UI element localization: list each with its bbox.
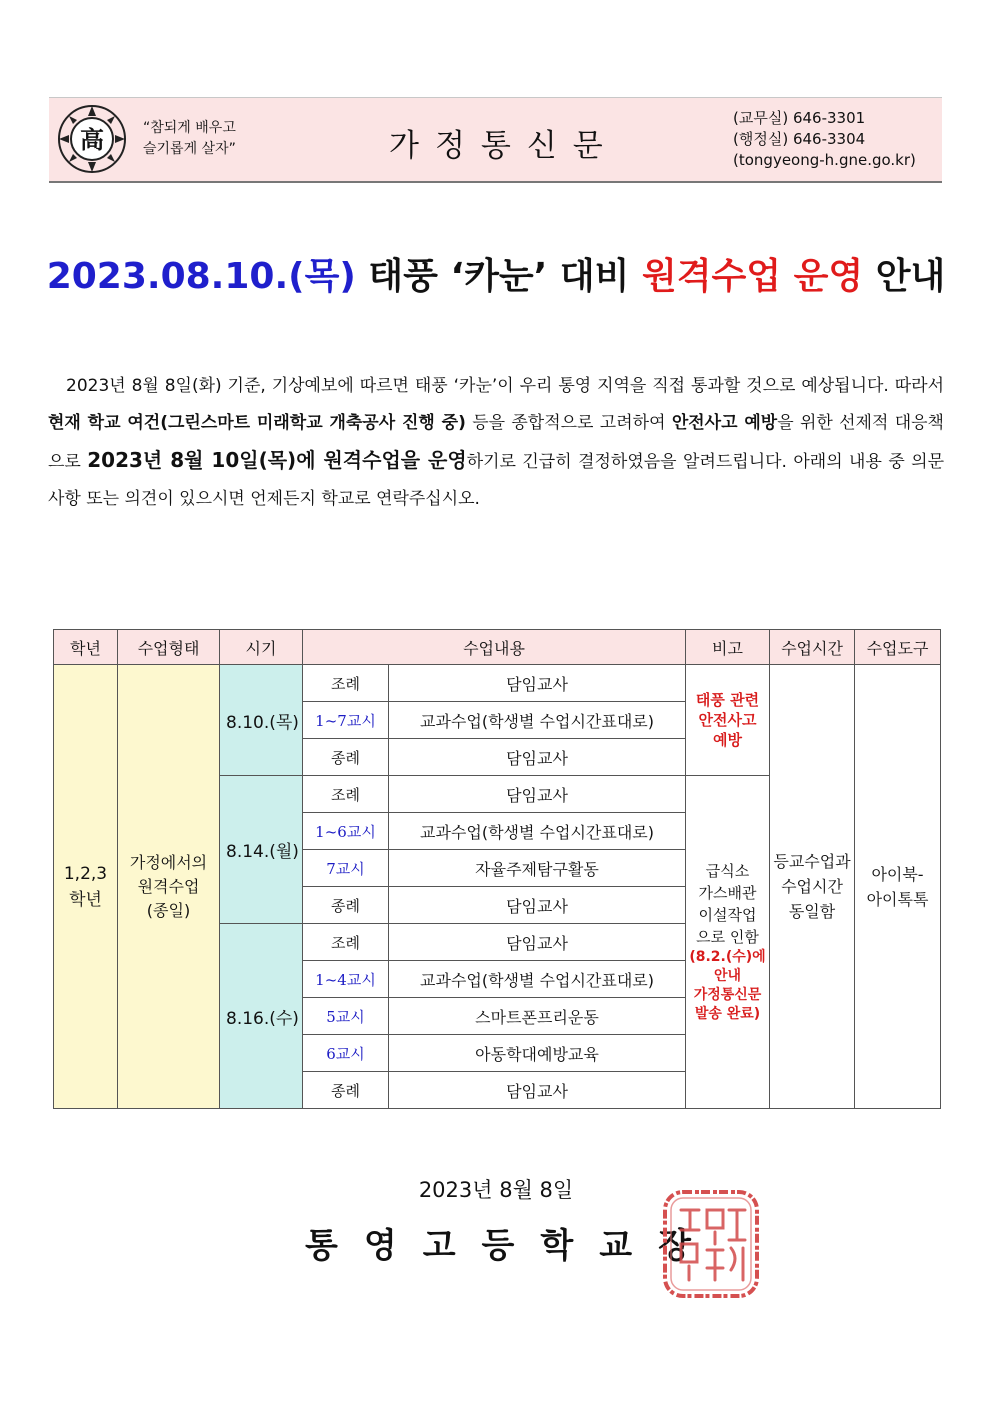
date-label: 8.14.(월) [226,842,299,862]
content-cell: 담임교사 [389,887,686,924]
time-line: 등교수업과 [773,852,851,871]
content-cell: 스마트폰프리운동 [389,998,686,1035]
bold-run: 안전사고 예방 [671,413,778,433]
note-line: 예방 [713,731,742,749]
date-cell [220,776,303,924]
content-cell: 교과수업(학생별 수업시간표대로) [389,702,686,739]
text-run: 하기로 긴급히 결정하였음을 알려드립니다. 아래의 내용 중 의문 사항 또는 의견이 있으시면 언제든지 학교로 연락주십시오. [48,452,944,509]
contact-info [733,108,916,171]
school-emblem-icon [57,104,127,174]
date-label: 8.16.(수) [226,1008,299,1029]
note-line: 급식소 [705,862,750,880]
text-run: 을 위한 선제적 대응책으로 [48,413,944,472]
content-cell: 교과수업(학생별 수업시간표대로) [389,813,686,850]
period-cell: 종례 [303,739,389,776]
period-cell: 5교시 [303,998,389,1035]
period-cell: 1~6교시 [303,813,389,850]
column-header: 수업형태 [118,630,220,665]
content-cell: 담임교사 [389,739,686,776]
note-line: 가스배관 [698,884,757,902]
page-title [0,248,992,299]
tool-line: 아이북- [871,864,924,884]
content-cell: 자율주제탐구활동 [389,850,686,887]
note-line: 발송 완료) [694,1006,761,1022]
text-run: 2023년 8월 8일(화) 기준, 기상예보에 따르면 태풍 ‘카눈’이 우리 통영 지역을 직접 통과할 것으로 예상됩니다. 따라서 [66,376,944,396]
bold-run: 현재 학교 여건(그린스마트 미래학교 개축공사 진행 중) [48,413,466,433]
note-line: 가정통신문 [693,987,762,1003]
column-header: 수업도구 [855,630,941,665]
type-line: 원격수업 [137,876,200,896]
period-cell: 종례 [303,887,389,924]
date-cell [220,665,303,776]
schedule-table [53,629,941,1109]
letter-header [49,97,942,183]
note-cell [686,776,770,1109]
content-cell: 담임교사 [389,1072,686,1109]
content-cell: 교과수업(학생별 수업시간표대로) [389,961,686,998]
period-cell: 조례 [303,665,389,702]
notice-paragraph [48,368,944,518]
time-line: 수업시간 [781,877,843,896]
period-cell: 7교시 [303,850,389,887]
date-label: 8.10.(목) [226,712,299,733]
column-header: 비고 [686,630,770,665]
note-line: (8.2.(수)에 [689,949,766,965]
content-cell: 아동학대예방교육 [389,1035,686,1072]
motto-line: “참되게 배우고 [143,120,236,136]
period-cell: 1~4교시 [303,961,389,998]
time-line: 동일함 [788,902,836,921]
official-seal-icon [661,1188,761,1300]
table-row [54,665,941,702]
contact-line: (행정실) 646-3304 [733,130,866,148]
period-cell: 조례 [303,924,389,961]
date-cell [220,924,303,1109]
tool-line: 아이톡톡 [866,889,929,909]
motto-line: 슬기롭게 살자” [143,141,236,157]
note-line: 안내 [713,968,742,984]
note-line: 태풍 관련 [695,691,760,709]
content-cell: 담임교사 [389,776,686,813]
contact-line: (교무실) 646-3301 [733,109,866,127]
school-motto [143,118,236,160]
column-header: 수업내용 [303,630,686,665]
class-tool-cell [855,665,941,1109]
class-time-cell [770,665,855,1109]
grade-line: 1,2,3 [63,863,108,884]
title-highlight: 원격수업 운영 [641,256,864,297]
content-cell: 담임교사 [389,924,686,961]
class-type-cell [118,665,220,1109]
emblem-char: 高 [80,126,104,154]
website: (tongyeong-h.gne.go.kr) [733,151,916,169]
grade-cell [54,665,118,1109]
period-cell: 종례 [303,1072,389,1109]
note-cell [686,665,770,776]
title-middle: 태풍 ‘카눈’ 대비 [368,256,630,297]
period-cell: 조례 [303,776,389,813]
type-line: (종일) [146,900,191,920]
issue-date: 2023년 8월 8일 [418,1178,574,1202]
note-line: 이설작업 [698,906,757,924]
period-cell: 1~7교시 [303,702,389,739]
column-header: 수업시간 [770,630,855,665]
title-date: 2023.08.10.(목) [46,256,356,297]
column-header: 학년 [54,630,118,665]
note-line: 안전사고 [698,711,757,729]
grade-line: 학년 [69,889,102,910]
letter-type-title: 가정통신문 [389,128,619,164]
bold-run: 2023년 8월 10일(목)에 원격수업을 운영 [87,448,467,472]
table-header-row [54,630,941,665]
period-cell: 6교시 [303,1035,389,1072]
column-header: 시기 [220,630,303,665]
type-line: 가정에서의 [129,852,208,872]
notice-body [48,368,944,518]
note-line: 으로 인함 [696,928,759,946]
principal-signature: 통영고등학교장 [305,1226,717,1266]
content-cell: 담임교사 [389,665,686,702]
text-run: 등을 종합적으로 고려하여 [465,413,672,433]
title-end: 안내 [875,256,946,297]
